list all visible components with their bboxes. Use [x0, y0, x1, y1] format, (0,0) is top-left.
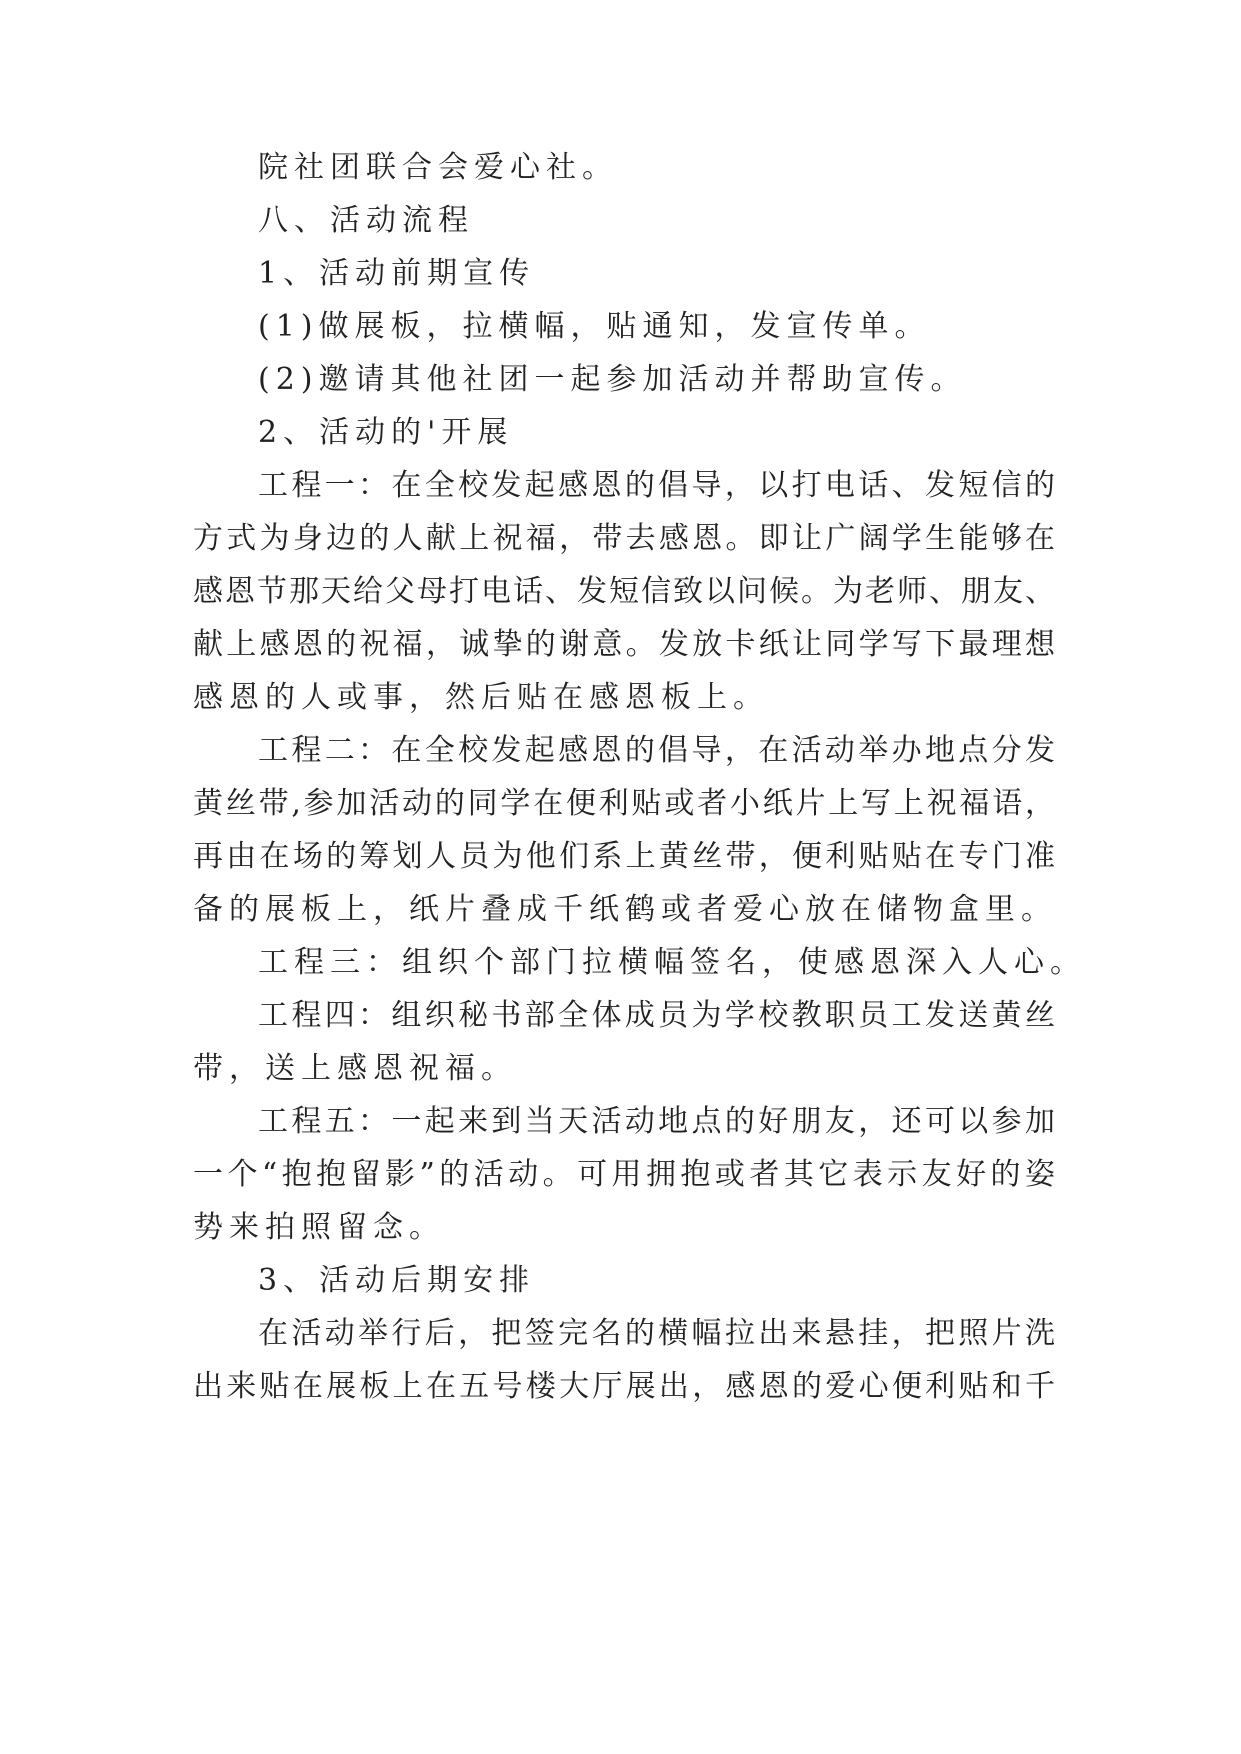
- text-line: 方式为身边的人献上祝福，带去感恩。即让广阔学生能够在: [193, 521, 1055, 556]
- text-line: 工程一：在全校发起感恩的倡导，以打电话、发短信的: [258, 468, 1055, 503]
- text-line: 带，送上感恩祝福。: [193, 1051, 517, 1086]
- text-line: 工程三：组织个部门拉横幅签名，使感恩深入人心。: [258, 945, 1086, 980]
- text-line: 黄丝带,参加活动的同学在便利贴或者小纸片上写上祝福语，: [193, 786, 1055, 821]
- text-line: 感恩节那天给父母打电话、发短信致以问候。为老师、朋友、: [193, 574, 1055, 609]
- text-line: 再由在场的筹划人员为他们系上黄丝带，便利贴贴在专门准: [193, 839, 1055, 874]
- subsection-heading: 3、活动后期安排: [258, 1263, 536, 1298]
- subsection-heading: 2、活动的'开展: [258, 415, 514, 450]
- text-line: 感恩的人或事，然后贴在感恩板上。: [193, 680, 769, 715]
- text-line: 一个“抱抱留影”的活动。可用拥抱或者其它表示友好的姿: [193, 1157, 1055, 1192]
- text-line: 工程五：一起来到当天活动地点的好朋友，还可以参加: [258, 1104, 1055, 1139]
- text-line: 院社团联合会爱心社。: [258, 150, 618, 185]
- subsection-heading: 1、活动前期宣传: [258, 256, 536, 291]
- text-line: 工程二：在全校发起感恩的倡导，在活动举办地点分发: [258, 733, 1055, 768]
- text-line: (2)邀请其他社团一起参加活动并帮助宣传。: [258, 362, 967, 397]
- section-heading: 八、活动流程: [258, 203, 474, 238]
- text-line: 献上感恩的祝福，诚挚的谢意。发放卡纸让同学写下最理想: [193, 627, 1055, 662]
- text-line: 势来拍照留念。: [193, 1210, 445, 1245]
- text-line: (1)做展板，拉横幅，贴通知，发宣传单。: [258, 309, 931, 344]
- text-line: 在活动举行后，把签完名的横幅拉出来悬挂，把照片洗: [258, 1316, 1055, 1351]
- text-line: 备的展板上，纸片叠成千纸鹤或者爱心放在储物盒里。: [193, 892, 1057, 927]
- text-line: 出来贴在展板上在五号楼大厅展出，感恩的爱心便利贴和千: [193, 1369, 1055, 1404]
- text-line: 工程四：组织秘书部全体成员为学校教职员工发送黄丝: [258, 998, 1055, 1033]
